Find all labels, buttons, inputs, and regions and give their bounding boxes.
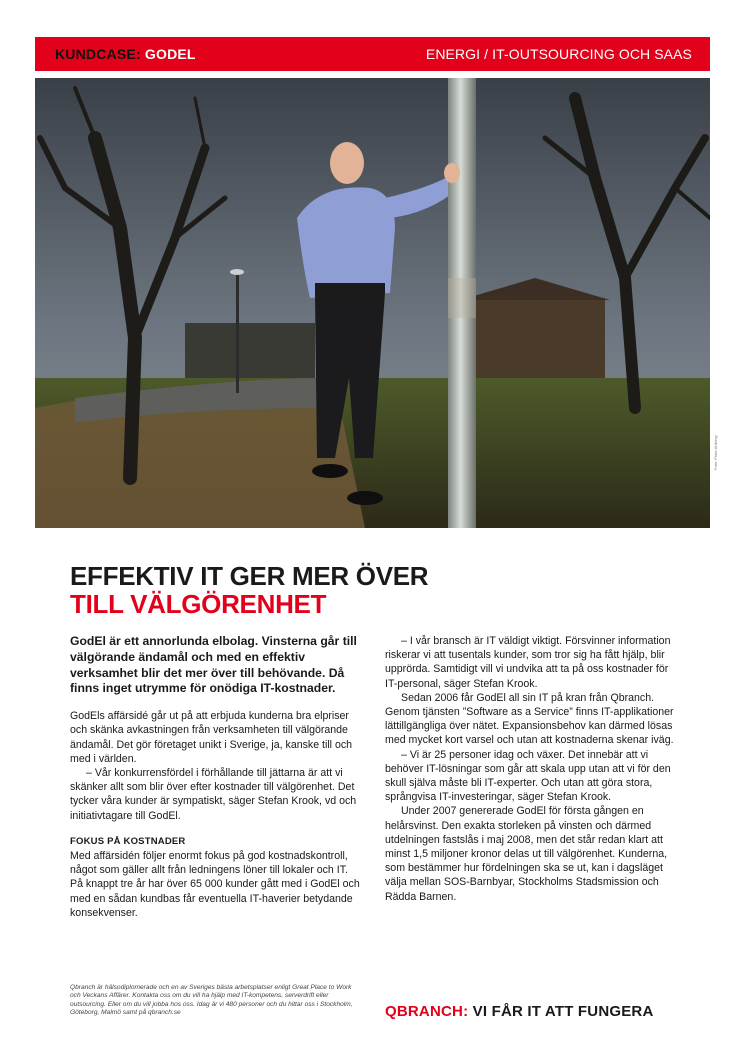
body-paragraph: – I vår bransch är IT väldigt viktigt. Försvinner information riskerar vi att tusentals kunder, som tror sig ha fått hjälp, blir upprörda. Samtidigt vill vi undvika att ta på oss kostnader för IT-personal, säger Stefan Krook. bbox=[385, 635, 671, 690]
headline-line-1: EFFEKTIV IT GER MER ÖVER bbox=[70, 561, 429, 591]
header-banner bbox=[35, 37, 710, 71]
slogan-text: VI FÅR IT ATT FUNGERA bbox=[472, 1003, 654, 1020]
photo-illustration bbox=[35, 78, 710, 528]
case-label-prefix: KUNDCASE: bbox=[55, 46, 141, 62]
slogan-brand: QBRANCH: bbox=[385, 1003, 469, 1020]
body-paragraph: Under 2007 genererade GodEl för första gången en helårsvinst. Den exakta storleken på vinsten och därmed utdelningen fastslås i maj 2008, men det står redan klart att minst 1,5 miljoner kronor delas ut till välgörenhet. Kunderna, som bestämmer hur fördelningen ska se ut, kan i dagsläget välja mellan SOS-Barnbyar, Stockholms Stadsmission och Rädda Barnen. bbox=[385, 805, 668, 903]
lead-paragraph: GodEl är ett annorlunda elbolag. Vinsterna går till välgörande ändamål och med en effektiv verksamhet blir det mer över till behövande. Då finns inget utrymme för onödiga IT-kostnader. bbox=[70, 634, 357, 696]
right-column bbox=[385, 634, 675, 904]
company-footnote: Qbranch är hälsodiplomerade och en av Sveriges bästa arbetsplatser enligt Great Place to Work och Veckans Affärer. Kontakta oss om du vill ha hjälp med IT-kompetens, serverdrift eller outsourcing. Eller om du vill jobba hos oss. Idag är vi 480 personer och du hittar oss i Stockholm, Göteborg, Malmö samt på qbranch.se bbox=[70, 984, 353, 1017]
case-category: ENERGI / IT-OUTSOURCING OCH SAAS bbox=[425, 46, 692, 62]
body-paragraph: GodEls affärsidé går ut på att erbjuda kunderna bra elpriser och skänka avkastningen från verksamheten till välgörande ändamål. Det gör företaget unikt i Sverige, ja, kanske till och med i världen. bbox=[70, 710, 353, 765]
left-column bbox=[70, 634, 360, 920]
case-label bbox=[55, 46, 196, 62]
body-paragraph: – Vi är 25 personer idag och växer. Det innebär att vi behöver IT-lösningar som går att skala upp utan att vi för den skull själva måste bli IT-experter. Och utan att göra stora, språngvisa IT-investeringar, säger Stefan Krook. bbox=[385, 748, 671, 804]
case-company: GODEL bbox=[144, 46, 196, 62]
photo-credit: Foto: Peter Ahlberg bbox=[713, 435, 718, 470]
body-paragraph: Sedan 2006 får GodEl all sin IT på kran från Qbranch. Genom tjänsten ”Software as a Service” finns IT-applikationer lättillgängliga över nätet. Expansionsbehov kan därmed lösas med mycket kort varsel och utan att kostnaderna skenar iväg. bbox=[385, 691, 674, 747]
slogan bbox=[385, 1003, 654, 1020]
body-paragraph: – Vår konkurrensfördel i förhållande till jättarna är att vi skänker allt som blir över efter kostnader till välgörenhet. Det tycker våra kunder är sympatiskt, säger Stefan Krook, vd och initiativtagare till GodEl. bbox=[70, 767, 357, 822]
body-paragraph: Med affärsidén följer enormt fokus på god kostnadskontroll, något som gäller allt från ledningens löner till lokaler och IT. På knappt tre år har över 65 000 kunder gått med i GodEl och med en sådan kundbas får eventuella IT-haverier betydande konsekvenser. bbox=[70, 850, 360, 919]
headline-line-2: TILL VÄLGÖRENHET bbox=[70, 589, 327, 619]
portrait-photo bbox=[35, 78, 710, 528]
headline bbox=[70, 562, 428, 618]
section-subhead: FOKUS PÅ KOSTNADER bbox=[70, 835, 186, 847]
